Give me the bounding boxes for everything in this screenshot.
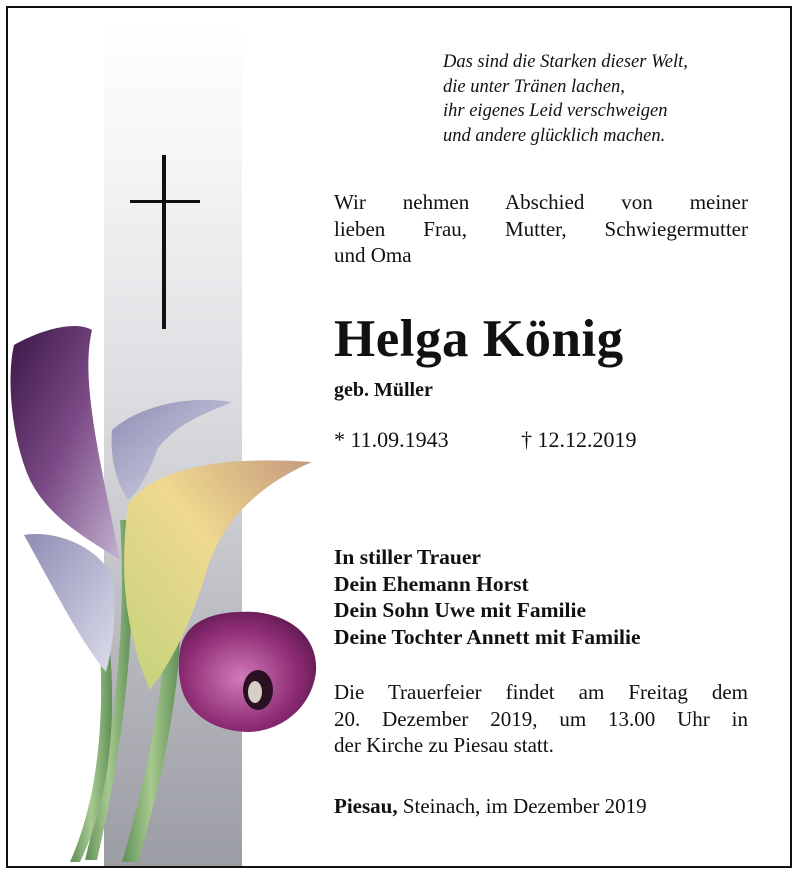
poem xyxy=(443,50,763,148)
place-rest: Steinach, im Dezember 2019 xyxy=(397,794,647,818)
poem-line: Das sind die Starken dieser Welt, xyxy=(443,52,688,72)
mourners-list xyxy=(334,544,641,650)
mourner-line: Dein Ehemann Horst xyxy=(334,571,529,596)
cross-icon-bar xyxy=(130,200,200,203)
mourner-line: Dein Sohn Uwe mit Familie xyxy=(334,598,587,622)
funeral-notice xyxy=(334,679,748,759)
birth-name: geb. Müller xyxy=(334,379,433,401)
farewell-line: und Oma xyxy=(334,243,412,267)
farewell-line: Wir nehmen Abschied von meiner xyxy=(334,190,748,214)
place-name: Piesau, xyxy=(334,794,398,818)
funeral-line: der Kirche zu Piesau statt. xyxy=(334,733,554,757)
funeral-line: Die Trauerfeier findet am Freitag dem xyxy=(334,680,748,704)
mourner-line: In stiller Trauer xyxy=(334,545,481,569)
cross-icon xyxy=(162,155,166,329)
funeral-line: 20. Dezember 2019, um 13.00 Uhr in xyxy=(334,706,748,731)
poem-line: die unter Tränen lachen, xyxy=(443,76,625,97)
farewell-line: lieben Frau, Mutter, Schwiegermutter xyxy=(334,216,748,241)
farewell-text xyxy=(334,189,748,269)
gray-gradient-band xyxy=(104,22,242,868)
birth-date: * 11.09.1943 xyxy=(334,427,449,452)
place-and-date xyxy=(334,794,647,819)
poem-line: ihr eigenes Leid verschweigen xyxy=(443,101,668,121)
death-date: † 12.12.2019 xyxy=(521,427,637,452)
deceased-name: Helga König xyxy=(334,310,624,368)
poem-line: und andere glücklich machen. xyxy=(443,125,666,146)
mourner-line: Deine Tochter Annett mit Familie xyxy=(334,624,641,649)
